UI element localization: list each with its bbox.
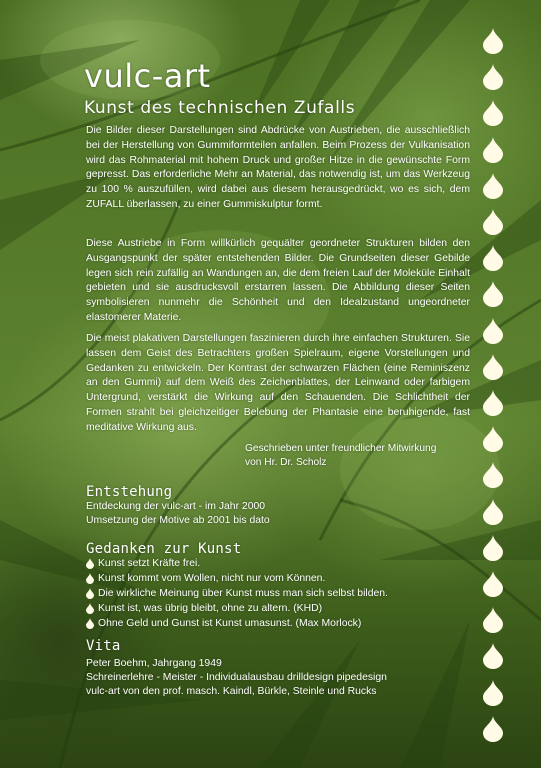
water-drop-icon bbox=[482, 281, 504, 307]
water-drop-icon bbox=[482, 499, 504, 525]
quote-item bbox=[86, 586, 388, 601]
water-drop-icon bbox=[482, 571, 504, 597]
water-drop-icon bbox=[86, 573, 94, 584]
water-drop-icon bbox=[482, 390, 504, 416]
water-drop-icon bbox=[482, 462, 504, 488]
page-subtitle: Kunst des technischen Zufalls bbox=[84, 98, 356, 118]
water-drop-icon bbox=[482, 318, 504, 344]
water-drop-icon bbox=[482, 173, 504, 199]
water-drop-icon bbox=[482, 535, 504, 561]
quote-item bbox=[86, 616, 388, 631]
water-drop-icon bbox=[86, 558, 94, 569]
water-drop-icon bbox=[86, 618, 94, 629]
quote-item bbox=[86, 556, 388, 571]
entstehung-line: Umsetzung der Motive ab 2001 bis dato bbox=[86, 515, 270, 526]
quote-text: Die wirkliche Meinung über Kunst muss man sich selbst bilden. bbox=[98, 588, 388, 599]
water-drop-icon bbox=[482, 64, 504, 90]
quote-item bbox=[86, 571, 388, 586]
water-drop-icon bbox=[482, 137, 504, 163]
credit-note bbox=[245, 442, 436, 470]
quote-text: Kunst setzt Kräfte frei. bbox=[98, 558, 201, 569]
credit-author: von Hr. Dr. Scholz bbox=[245, 457, 327, 468]
intro-paragraph: Die Bilder dieser Darstellungen sind Abdrücke von Austrieben, die ausschließlich bei der Herstellung von Gummiformteilen anfallen. Beim Prozess der Vulkanisation wird das Rohmaterial mit hohem Druck und großer Hitze in die gewünschte Form gepresst. Das erforderliche Mehr an Material, das notwendig ist, um das Werkzeug zu 100 % auszufüllen, wird dabei aus diesem herausgedrückt, wo es sich, dem ZUFALL überlassen, zu einer Gummiskulptur formt. bbox=[86, 125, 470, 210]
water-drop-icon bbox=[482, 607, 504, 633]
vita-line: vulc-art von den prof. masch. Kaindl, Bürkle, Steinle und Rucks bbox=[86, 686, 377, 697]
water-drop-icon bbox=[482, 680, 504, 706]
water-drop-icon bbox=[86, 603, 94, 614]
entstehung-line: Entdeckung der vulc-art - im Jahr 2000 bbox=[86, 501, 266, 512]
water-drop-icon bbox=[482, 28, 504, 54]
quote-item bbox=[86, 601, 388, 616]
drop-column bbox=[482, 28, 506, 768]
structure-paragraph: Diese Austriebe in Form willkürlich gequälter geordneter Strukturen bilden den Ausgangspunkt der später entstehenden Bilder. Die Grundseiten dieser Gebilde legen sich rein zufällig an Wandungen an, die dem freien Lauf der Moleküle Einhalt gebieten und sie ausdrucksvoll erstarren lassen. Die Abbildung dieser Seiten symbolisieren nunmehr die Schönheit und den Idealzustand ungeordneter elastomerer Materie. bbox=[86, 238, 470, 323]
effect-paragraph: Die meist plakativen Darstellungen faszinieren durch ihre einfachen Strukturen. Sie lassen dem Geist des Betrachters großen Spielraum, eigene Vorstellungen und Gedanken zu entwickeln. Der Kontrast der schwarzen Flächen (eine Reminiszenz an den Gummi) auf dem Weiß des Zeichenblattes, der Leinwand oder farbigem Untergrund, verstärkt die Wirkung auf den Schauenden. Die Schlichtheit der Formen strahlt bei gleichzeitiger Belebung der Phantasie eine beruhigende, fast meditative Wirkung aus. bbox=[86, 333, 470, 433]
gedanken-heading: Gedanken zur Kunst bbox=[86, 541, 242, 557]
vita-heading: Vita bbox=[86, 638, 121, 654]
water-drop-icon bbox=[482, 245, 504, 271]
vita-line: Schreinerlehre - Meister - Individualausbau drilldesign pipedesign bbox=[86, 672, 387, 683]
quote-text: Kunst kommt vom Wollen, nicht nur vom Können. bbox=[98, 573, 326, 584]
quote-list bbox=[86, 556, 388, 631]
quote-text: Ohne Geld und Gunst ist Kunst umasunst. (Max Morlock) bbox=[98, 618, 362, 629]
water-drop-icon bbox=[482, 354, 504, 380]
water-drop-icon bbox=[482, 100, 504, 126]
entstehung-text bbox=[86, 500, 270, 528]
vita-text bbox=[86, 657, 387, 699]
vita-line: Peter Boehm, Jahrgang 1949 bbox=[86, 658, 222, 669]
page-title: vulc-art bbox=[84, 57, 211, 95]
quote-text: Kunst ist, was übrig bleibt, ohne zu altern. (KHD) bbox=[98, 603, 323, 614]
entstehung-heading: Entstehung bbox=[86, 484, 173, 500]
water-drop-icon bbox=[482, 426, 504, 452]
water-drop-icon bbox=[482, 643, 504, 669]
credit-line: Geschrieben unter freundlicher Mitwirkung bbox=[245, 443, 437, 454]
water-drop-icon bbox=[482, 716, 504, 742]
water-drop-icon bbox=[482, 209, 504, 235]
water-drop-icon bbox=[86, 588, 94, 599]
